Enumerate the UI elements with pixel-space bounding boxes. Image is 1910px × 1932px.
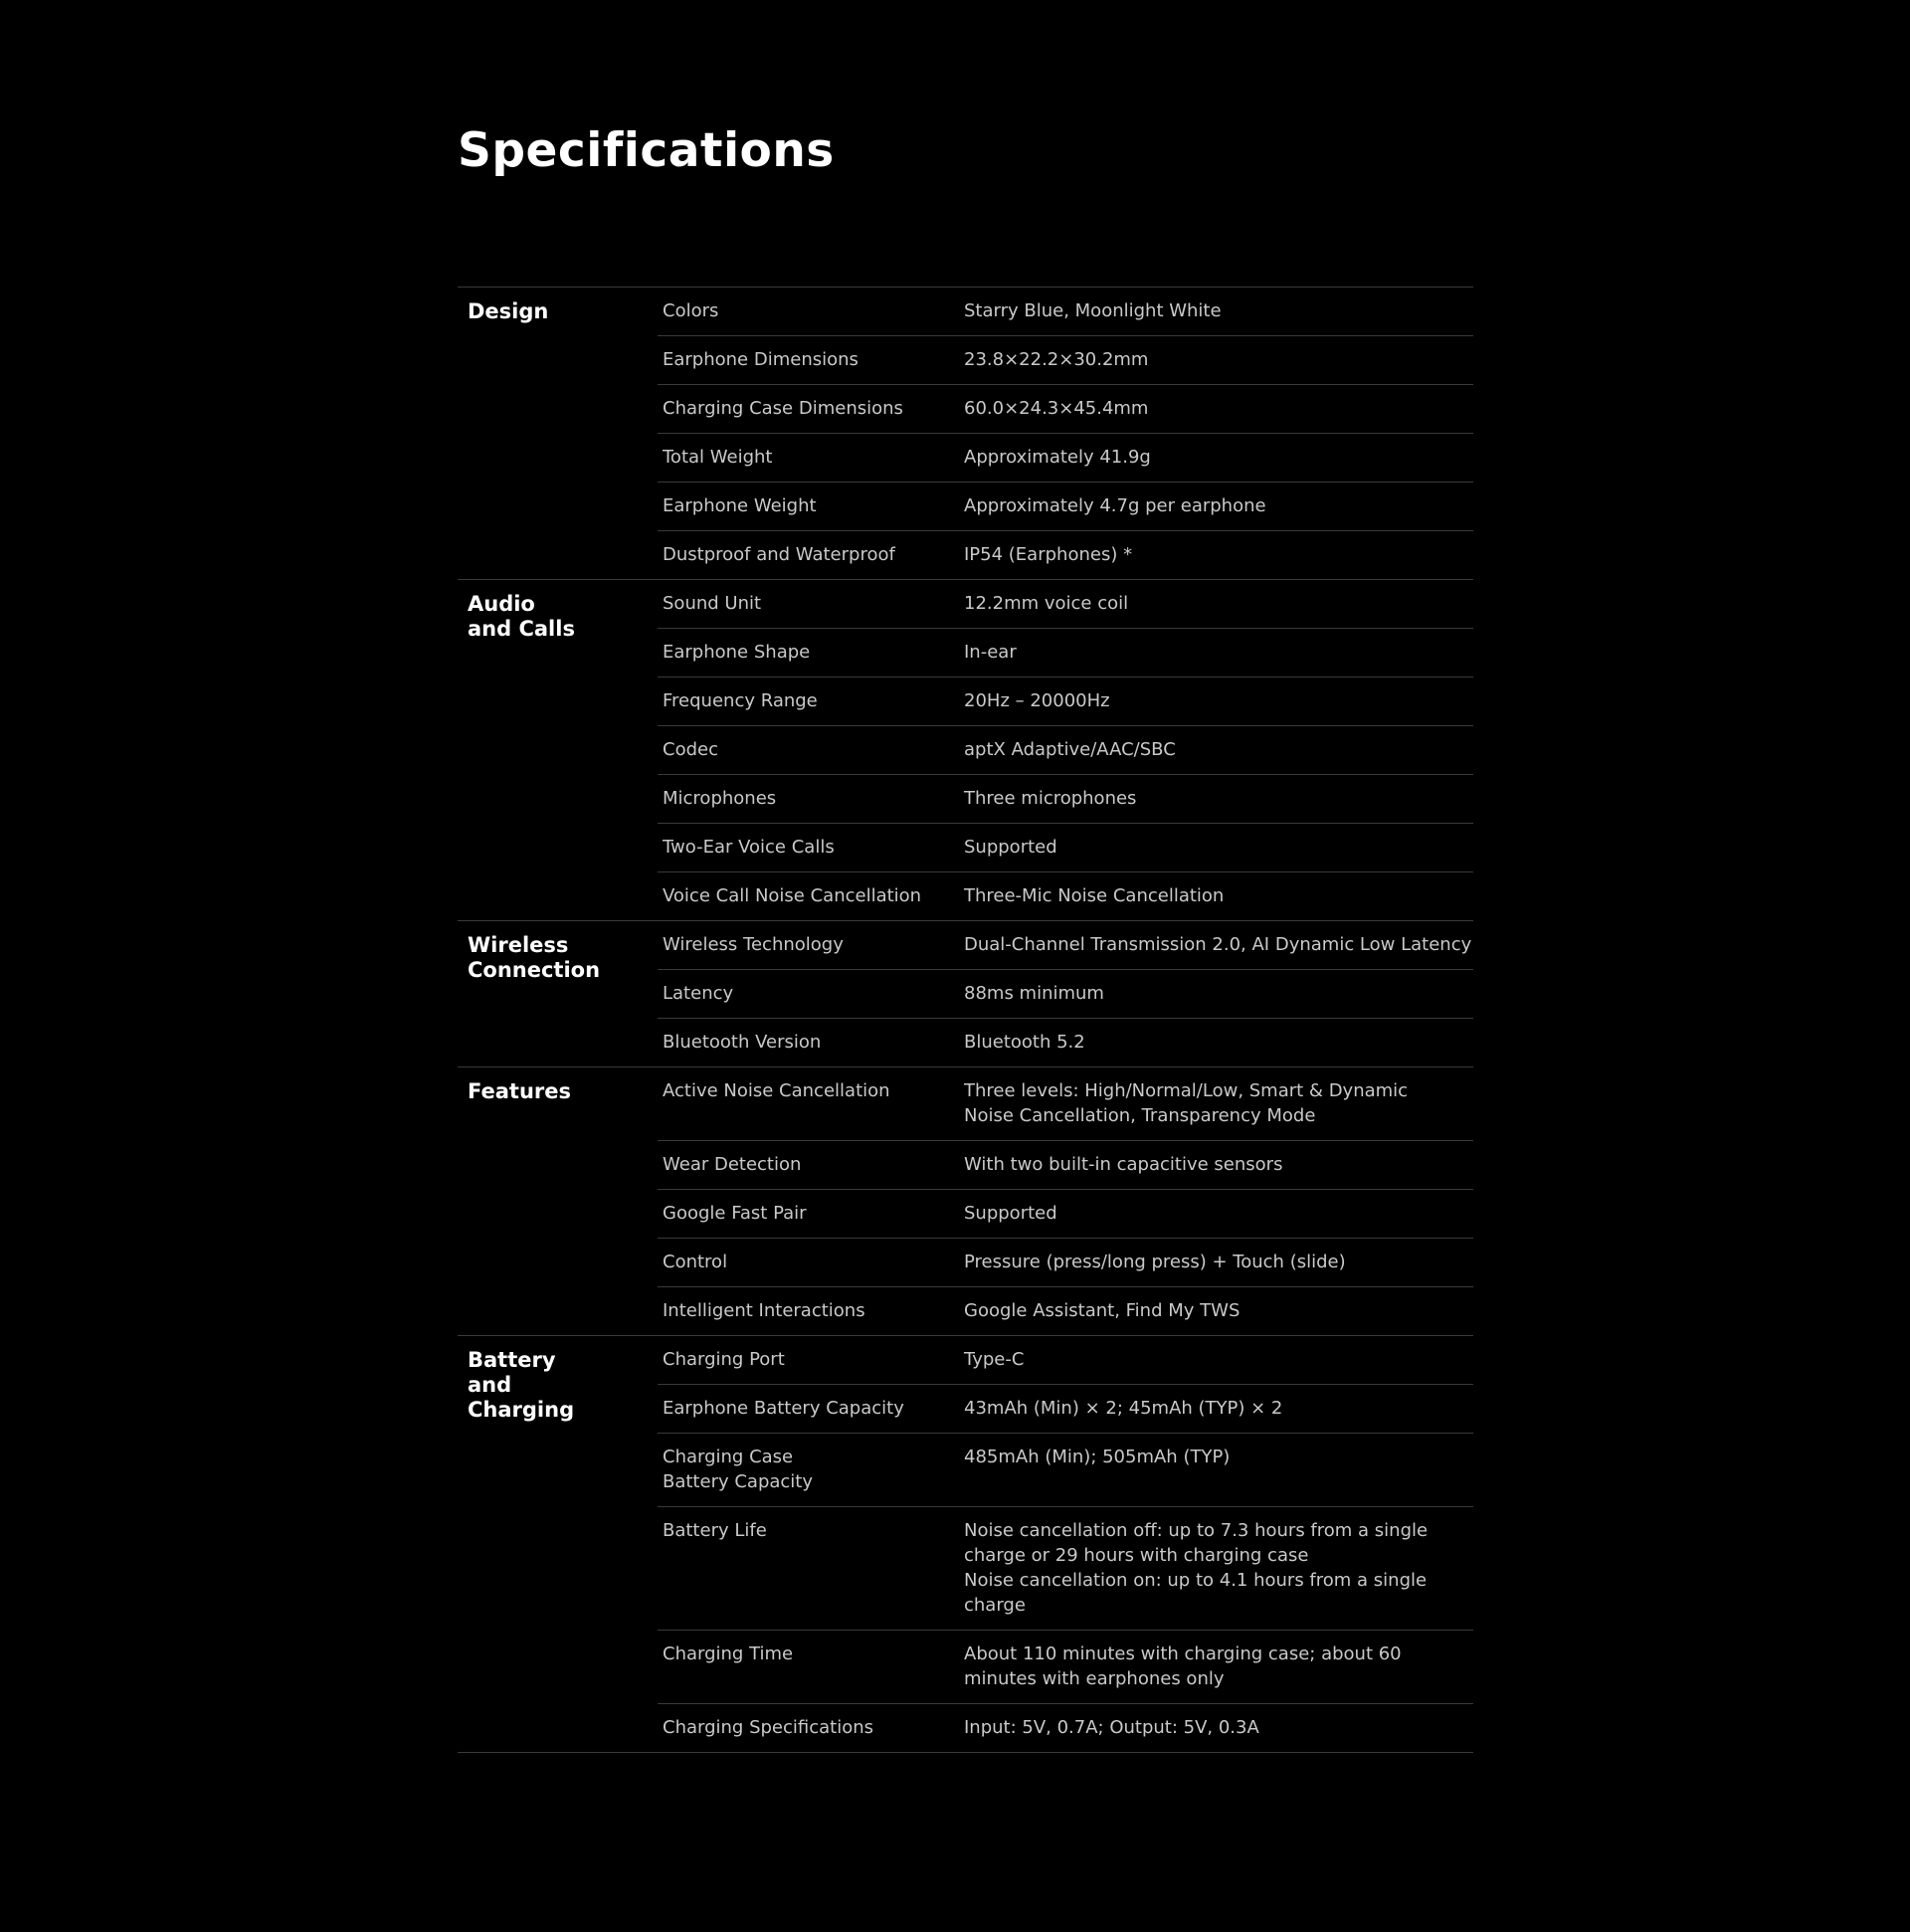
spec-value	[964, 1030, 1473, 1055]
spec-row	[658, 1384, 1473, 1433]
spec-row	[658, 1067, 1473, 1140]
spec-label-line: Codec	[663, 739, 718, 760]
spec-value	[964, 883, 1473, 908]
spec-label-line: Two-Ear Voice Calls	[663, 837, 835, 858]
section-rows	[658, 921, 1473, 1066]
spec-value	[964, 981, 1473, 1006]
spec-value-line: charge or 29 hours with charging case	[964, 1545, 1309, 1566]
spec-value	[964, 1152, 1473, 1177]
spec-label-line: Earphone Weight	[663, 495, 817, 516]
spec-row	[658, 676, 1473, 725]
spec-value-line: Three-Mic Noise Cancellation	[964, 885, 1225, 906]
section-heading-line: and	[468, 1373, 512, 1397]
spec-label	[658, 591, 964, 616]
spec-value	[964, 445, 1473, 470]
spec-value-line: aptX Adaptive/AAC/SBC	[964, 739, 1176, 760]
spec-row	[658, 1630, 1473, 1703]
spec-row	[658, 1336, 1473, 1384]
spec-value-line: Three microphones	[964, 788, 1137, 809]
spec-value-line: Dual-Channel Transmission 2.0, AI Dynamic Low Latency	[964, 934, 1472, 955]
spec-label-line: Battery Capacity	[663, 1471, 814, 1492]
spec-value	[964, 591, 1473, 616]
spec-value-line: Approximately 41.9g	[964, 447, 1151, 468]
spec-value-line: minutes with earphones only	[964, 1668, 1225, 1689]
spec-row	[658, 871, 1473, 920]
spec-value	[964, 396, 1473, 421]
spec-value-line: 485mAh (Min); 505mAh (TYP)	[964, 1447, 1231, 1467]
spec-label-line: Active Noise Cancellation	[663, 1080, 890, 1101]
spec-label	[658, 835, 964, 860]
spec-value	[964, 932, 1473, 957]
spec-row	[658, 725, 1473, 774]
spec-value	[964, 688, 1473, 713]
spec-row	[658, 1286, 1473, 1335]
spec-label-line: Earphone Dimensions	[663, 349, 859, 370]
spec-row	[658, 1018, 1473, 1066]
spec-value-line: Type-C	[964, 1349, 1025, 1370]
spec-label-line: Charging Port	[663, 1349, 785, 1370]
section-heading	[458, 921, 658, 1066]
spec-row	[658, 1506, 1473, 1630]
spec-value	[964, 493, 1473, 518]
spec-value-line: 12.2mm voice coil	[964, 593, 1129, 614]
spec-value	[964, 347, 1473, 372]
spec-section	[458, 1336, 1473, 1753]
spec-label	[658, 1445, 964, 1494]
spec-label	[658, 981, 964, 1006]
spec-row	[658, 1189, 1473, 1238]
spec-label-line: Earphone Shape	[663, 642, 811, 663]
spec-section	[458, 921, 1473, 1067]
spec-label	[658, 640, 964, 665]
spec-row	[658, 1703, 1473, 1752]
spec-row	[658, 1140, 1473, 1189]
spec-value	[964, 640, 1473, 665]
spec-row	[658, 1433, 1473, 1506]
spec-value-line: 20Hz – 20000Hz	[964, 690, 1110, 711]
spec-label-line: Latency	[663, 983, 734, 1004]
section-rows	[658, 580, 1473, 920]
spec-section	[458, 580, 1473, 921]
spec-label	[658, 445, 964, 470]
spec-label-line: Total Weight	[663, 447, 773, 468]
spec-label	[658, 542, 964, 567]
spec-label	[658, 1396, 964, 1421]
spec-label	[658, 1201, 964, 1226]
spec-label	[658, 737, 964, 762]
section-heading-line: Charging	[468, 1398, 575, 1422]
spec-value-line: 23.8×22.2×30.2mm	[964, 349, 1149, 370]
section-rows	[658, 1336, 1473, 1752]
spec-label	[658, 347, 964, 372]
section-heading	[458, 288, 658, 579]
spec-value-line: Starry Blue, Moonlight White	[964, 300, 1222, 321]
spec-value-line: Noise Cancellation, Transparency Mode	[964, 1105, 1316, 1126]
spec-label-line: Sound Unit	[663, 593, 762, 614]
spec-row	[658, 433, 1473, 482]
spec-value-line: Noise cancellation off: up to 7.3 hours from a single	[964, 1520, 1429, 1541]
spec-label-line: Charging Time	[663, 1643, 794, 1664]
spec-row	[658, 969, 1473, 1018]
spec-value-line: IP54 (Earphones) *	[964, 544, 1133, 565]
spec-label	[658, 1715, 964, 1740]
spec-label	[658, 396, 964, 421]
spec-label-line: Google Fast Pair	[663, 1203, 807, 1224]
section-heading-line: Audio	[468, 592, 535, 616]
spec-label-line: Microphones	[663, 788, 777, 809]
spec-value-line: Noise cancellation on: up to 4.1 hours from a single	[964, 1570, 1428, 1591]
spec-label-line: Voice Call Noise Cancellation	[663, 885, 922, 906]
spec-value-line: 43mAh (Min) × 2; 45mAh (TYP) × 2	[964, 1398, 1283, 1419]
page-title: Specifications	[458, 123, 835, 178]
spec-label	[658, 1152, 964, 1177]
spec-row	[658, 530, 1473, 579]
section-heading-line: Features	[468, 1079, 571, 1103]
spec-row	[658, 482, 1473, 530]
spec-value-line: About 110 minutes with charging case; about 60	[964, 1643, 1402, 1664]
spec-value-line: Supported	[964, 1203, 1057, 1224]
spec-value	[964, 1396, 1473, 1421]
spec-label-line: Intelligent Interactions	[663, 1300, 865, 1321]
spec-value-line: Three levels: High/Normal/Low, Smart & Dynamic	[964, 1080, 1409, 1101]
spec-label-line: Battery Life	[663, 1520, 767, 1541]
spec-value	[964, 298, 1473, 323]
spec-value	[964, 542, 1473, 567]
spec-label-line: Colors	[663, 300, 719, 321]
spec-label-line: Bluetooth Version	[663, 1032, 822, 1053]
spec-row	[658, 628, 1473, 676]
spec-value	[964, 1518, 1473, 1618]
spec-value-line: Input: 5V, 0.7A; Output: 5V, 0.3A	[964, 1717, 1259, 1738]
spec-value-line: 60.0×24.3×45.4mm	[964, 398, 1149, 419]
spec-value	[964, 1347, 1473, 1372]
spec-value	[964, 1078, 1473, 1128]
section-heading	[458, 1336, 658, 1752]
spec-value	[964, 737, 1473, 762]
spec-row	[658, 384, 1473, 433]
spec-value-line: 88ms minimum	[964, 983, 1104, 1004]
spec-row	[658, 335, 1473, 384]
spec-value	[964, 786, 1473, 811]
spec-label	[658, 493, 964, 518]
spec-label-line: Control	[663, 1252, 728, 1272]
section-rows	[658, 288, 1473, 579]
spec-value-line: Pressure (press/long press) + Touch (slide)	[964, 1252, 1346, 1272]
spec-value	[964, 835, 1473, 860]
spec-value	[964, 1201, 1473, 1226]
spec-label-line: Wireless Technology	[663, 934, 844, 955]
spec-value	[964, 1298, 1473, 1323]
spec-label	[658, 298, 964, 323]
section-rows	[658, 1067, 1473, 1335]
spec-row	[658, 774, 1473, 823]
spec-value-line: With two built-in capacitive sensors	[964, 1154, 1283, 1175]
spec-value	[964, 1250, 1473, 1274]
section-heading-line: and Calls	[468, 617, 575, 641]
spec-label	[658, 1298, 964, 1323]
spec-label-line: Charging Specifications	[663, 1717, 874, 1738]
section-heading	[458, 1067, 658, 1335]
spec-label	[658, 883, 964, 908]
spec-value-line: Google Assistant, Find My TWS	[964, 1300, 1241, 1321]
spec-value-line: Bluetooth 5.2	[964, 1032, 1085, 1053]
spec-value-line: charge	[964, 1595, 1026, 1616]
spec-row	[658, 580, 1473, 628]
spec-value-line: Supported	[964, 837, 1057, 858]
spec-label	[658, 688, 964, 713]
section-heading-line: Design	[468, 299, 549, 323]
spec-label	[658, 1250, 964, 1274]
spec-row	[658, 288, 1473, 335]
section-heading-line: Battery	[468, 1348, 556, 1372]
spec-section	[458, 1067, 1473, 1336]
spec-table	[458, 287, 1473, 1753]
spec-label-line: Frequency Range	[663, 690, 818, 711]
spec-label	[658, 1078, 964, 1128]
spec-value	[964, 1642, 1473, 1691]
spec-label	[658, 786, 964, 811]
spec-label	[658, 932, 964, 957]
spec-label-line: Charging Case Dimensions	[663, 398, 903, 419]
spec-label-line: Dustproof and Waterproof	[663, 544, 895, 565]
spec-row	[658, 1238, 1473, 1286]
section-heading-line: Wireless	[468, 933, 569, 957]
spec-label	[658, 1030, 964, 1055]
section-heading-line: Connection	[468, 958, 601, 982]
spec-label-line: Earphone Battery Capacity	[663, 1398, 904, 1419]
spec-value-line: Approximately 4.7g per earphone	[964, 495, 1266, 516]
spec-section	[458, 288, 1473, 580]
spec-value-line: In-ear	[964, 642, 1017, 663]
spec-label	[658, 1642, 964, 1691]
spec-row	[658, 823, 1473, 871]
spec-label-line: Wear Detection	[663, 1154, 802, 1175]
section-heading	[458, 580, 658, 920]
spec-value	[964, 1715, 1473, 1740]
spec-label-line: Charging Case	[663, 1447, 794, 1467]
spec-label	[658, 1347, 964, 1372]
spec-label	[658, 1518, 964, 1618]
spec-value	[964, 1445, 1473, 1494]
spec-row	[658, 921, 1473, 969]
